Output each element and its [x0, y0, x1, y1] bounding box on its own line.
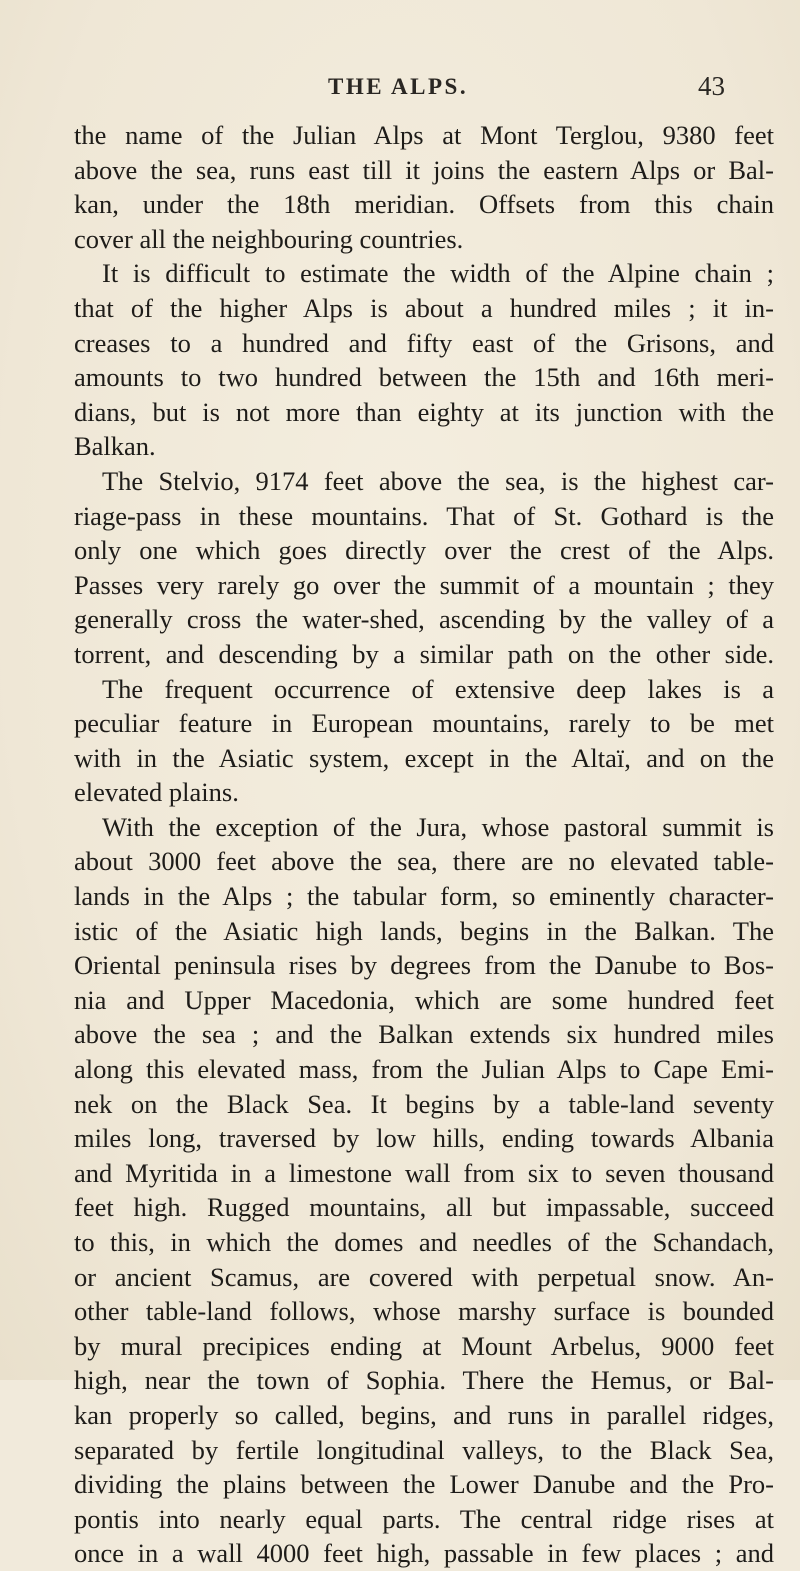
text-line: along this elevated mass, from the Julian Alps to Cape Emi- [74, 1054, 774, 1085]
text-line: other table-land follows, whose marshy surface is bounded [74, 1296, 774, 1327]
text-line: dians, but is not more than eighty at its junction with the [74, 396, 774, 427]
body-text [74, 118, 774, 1571]
text-line: once in a wall 4000 feet high, passable in few places ; and [74, 1538, 774, 1569]
text-line: above the sea, runs east till it joins the eastern Alps or Bal- [74, 154, 774, 185]
text-line: The frequent occurrence of extensive deep lakes is a [102, 673, 774, 704]
text-line: high, near the town of Sophia. There the Hemus, or Bal- [74, 1365, 774, 1396]
text-line: or ancient Scamus, are covered with perpetual snow. An- [74, 1261, 774, 1292]
text-line: The Stelvio, 9174 feet above the sea, is the highest car- [102, 465, 774, 496]
text-line: with in the Asiatic system, except in the Altaï, and on the [74, 742, 774, 773]
running-title: THE ALPS. [328, 74, 469, 99]
page-number: 43 [698, 71, 725, 101]
text-line: torrent, and descending by a similar path on the other side. [74, 638, 774, 669]
text-line: With the exception of the Jura, whose pastoral summit is [102, 811, 774, 842]
text-line: istic of the Asiatic high lands, begins in the Balkan. The [74, 915, 774, 946]
text-line: about 3000 feet above the sea, there are no elevated table- [74, 846, 774, 877]
text-line: kan properly so called, begins, and runs in parallel ridges, [74, 1399, 774, 1430]
text-line: riage-pass in these mountains. That of St. Gothard is the [74, 500, 774, 531]
text-line: peculiar feature in European mountains, rarely to be met [74, 708, 774, 739]
running-head [0, 71, 800, 104]
text-line: lands in the Alps ; the tabular form, so eminently character- [74, 881, 774, 912]
text-line: kan, under the 18th meridian. Offsets from this chain [74, 189, 774, 220]
text-line: It is difficult to estimate the width of the Alpine chain ; [102, 258, 774, 289]
text-line: feet high. Rugged mountains, all but impassable, succeed [74, 1192, 774, 1223]
text-line: the name of the Julian Alps at Mont Terglou, 9380 feet [74, 120, 774, 150]
text-line: separated by fertile longitudinal valleys, to the Black Sea, [74, 1434, 774, 1465]
text-line: miles long, traversed by low hills, ending towards Albania [74, 1123, 774, 1154]
text-line: cover all the neighbouring countries. [74, 223, 464, 254]
text-line: creases to a hundred and fifty east of the Grisons, and [74, 327, 774, 358]
text-line: only one which goes directly over the crest of the Alps. [74, 535, 774, 566]
text-line: dividing the plains between the Lower Danube and the Pro- [74, 1469, 774, 1500]
text-line: to this, in which the domes and needles of the Schandach, [74, 1227, 774, 1257]
text-line: above the sea ; and the Balkan extends six hundred miles [74, 1019, 774, 1050]
text-line: generally cross the water-shed, ascending by the valley of a [74, 604, 774, 635]
text-line: that of the higher Alps is about a hundred miles ; it in- [74, 292, 774, 323]
text-line: Balkan. [74, 431, 156, 462]
text-line: by mural precipices ending at Mount Arbelus, 9000 feet [74, 1330, 774, 1361]
text-line: and Myritida in a limestone wall from six to seven thousand [74, 1157, 774, 1188]
text-line: elevated plains. [74, 777, 239, 808]
text-line: Passes very rarely go over the summit of a mountain ; they [74, 569, 774, 600]
text-line: amounts to two hundred between the 15th and 16th meri- [74, 362, 774, 393]
text-line: nek on the Black Sea. It begins by a table-land seventy [74, 1088, 774, 1119]
text-line: Oriental peninsula rises by degrees from the Danube to Bos- [74, 950, 774, 981]
text-line: pontis into nearly equal parts. The central ridge rises at [74, 1503, 774, 1534]
text-line: nia and Upper Macedonia, which are some hundred feet [74, 984, 774, 1015]
